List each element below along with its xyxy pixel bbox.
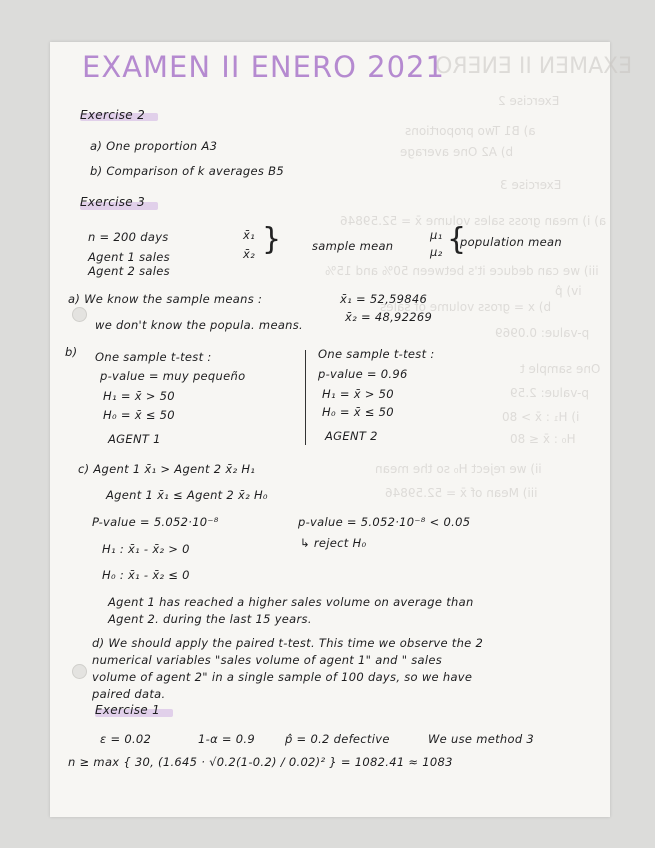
xbar-1-symbol: x̄₁ [243,228,256,242]
right-test-head: One sample t-test : [318,347,435,361]
defective-proportion: p̂ = 0.2 defective [285,732,390,746]
exercise-2-b: b) Comparison of k averages B5 [90,164,284,178]
agent-1-sales: Agent 1 sales [88,250,170,264]
bleed-line: iv) p̂ [555,284,582,298]
epsilon-value: ε = 0.02 [100,732,152,746]
left-h1: H₁ = x̄ > 50 [103,389,175,403]
sample-mean-label: sample mean [312,239,394,253]
bleed-line: One sample t [520,362,601,376]
mu-2-symbol: μ₂ [430,245,443,259]
left-h0: H₀ = x̄ ≤ 50 [103,408,175,422]
sample-size-formula: n ≥ max { 30, (1.645 · √0.2(1-0.2) / 0.02)² } = 1082.41 ≈ 1083 [68,755,453,769]
bleed-line: a) B1 Two proportions [405,124,536,138]
part-d-line-2: numerical variables "sales volume of agent 1" and " sales [92,653,443,667]
bleed-line: ii) we reject H₀ so the mean [375,462,542,476]
bleed-line: p-value: 0.0969 [495,326,590,340]
punch-hole [72,307,87,322]
part-c-conclusion-1: Agent 1 has reached a higher sales volume on average than [108,595,474,609]
population-mean-label: population mean [460,235,562,249]
bleed-line: i) H₁ : x̄ > 80 [502,410,580,424]
confidence-value: 1-α = 0.9 [198,732,255,746]
left-p-value: p-value = muy pequeño [100,369,246,383]
bleed-line: H₀ : x̄ ≤ 80 [510,432,576,446]
right-agent: AGENT 2 [325,429,378,443]
part-c-p-value: P-value = 5.052·10⁻⁸ [92,515,219,529]
part-b-label: b) [65,345,78,359]
bleed-line: a) i) mean gross sales volume x̄ = 52.59846 [340,214,607,228]
part-a-line-1: a) We know the sample means : [68,292,263,306]
part-d-line-1: d) We should apply the paired t-test. This time we observe the 2 [92,636,484,650]
mu-1-symbol: μ₁ [430,228,443,242]
bleed-line: b) A2 One average [400,145,514,159]
method-note: We use method 3 [428,732,534,746]
part-c-h1: H₁ : x̄₁ - x̄₂ > 0 [102,542,190,556]
bleed-line: iii) we can deduce it's between 50% and 15% [325,264,599,278]
part-a-line-2: we don't know the popula. means. [95,318,303,332]
part-c-reject: ↳ reject H₀ [300,536,367,550]
part-c-line-2: Agent 1 x̄₁ ≤ Agent 2 x̄₂ H₀ [106,488,268,502]
notebook-page [50,42,633,817]
brace-symbol: { [447,222,467,257]
punch-hole [72,664,87,679]
bleed-line: b) x = gross volume of sales [380,300,552,314]
right-p-value: p-value = 0.96 [318,367,408,381]
sample-size: n = 200 days [88,230,169,244]
bleed-line: p-value: 2.59 [510,386,589,400]
exercise-2-a: a) One proportion A3 [90,139,218,153]
agent-1-sample-mean: x̄₁ = 52,59846 [340,292,428,306]
part-c-conclusion-2: Agent 2. during the last 15 years. [108,612,312,626]
bleed-title: EXAMEN II ENERO [435,54,633,79]
part-c-h0: H₀ : x̄₁ - x̄₂ ≤ 0 [102,568,190,582]
right-h0: H₀ = x̄ ≤ 50 [322,405,394,419]
exercise-2-heading: Exercise 2 [80,108,146,122]
bleed-line: Exercise 3 [500,178,562,192]
bleed-line: Exercise 2 [498,94,560,108]
page-title: EXAMEN II ENERO 2021 [82,50,445,84]
right-h1: H₁ = x̄ > 50 [322,387,394,401]
bleed-line: iii) Mean of x̄ = 52.59846 [385,486,538,500]
agent-2-sales: Agent 2 sales [88,264,170,278]
xbar-2-symbol: x̄₂ [243,247,256,261]
brace-symbol: } [262,222,282,257]
left-agent: AGENT 1 [108,432,161,446]
part-d-line-4: paired data. [92,687,166,701]
part-d-line-3: volume of agent 2" in a single sample of 100 days, so we have [92,670,473,684]
part-c-line-1: c) Agent 1 x̄₁ > Agent 2 x̄₂ H₁ [78,462,256,476]
exercise-1-heading: Exercise 1 [95,703,161,717]
left-test-head: One sample t-test : [95,350,212,364]
divider-line [305,350,306,445]
exercise-3-heading: Exercise 3 [80,195,146,209]
part-c-p-value-compare: p-value = 5.052·10⁻⁸ < 0.05 [298,515,471,529]
agent-2-sample-mean: x̄₂ = 48,92269 [345,310,433,324]
